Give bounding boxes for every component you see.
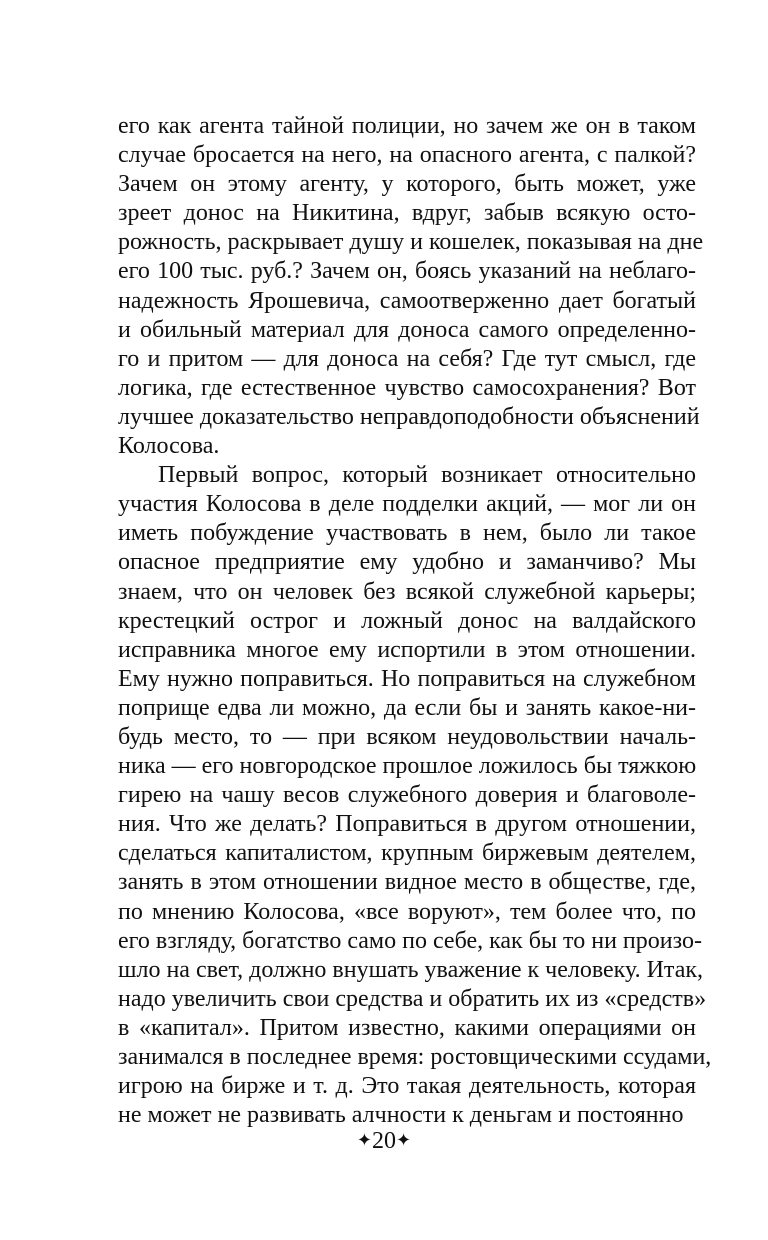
page-body xyxy=(118,112,712,1130)
text-line: занять в этом отношении видное место в обществе, где, xyxy=(118,869,696,896)
text-line: участия Колосова в деле подделки акций, — мог ли он xyxy=(118,491,696,518)
text-line: и обильный материал для доноса самого определенно- xyxy=(118,316,696,343)
text-line: зреет донос на Никитина, вдруг, забыв всякую осто- xyxy=(118,200,696,227)
text-line: его 100 тыс. руб.? Зачем он, боясь указаний на неблаго- xyxy=(118,258,696,285)
text-line: го и притом — для доноса на себя? Где тут смысл, где xyxy=(118,345,696,372)
text-line: рожность, раскрывает душу и кошелек, показывая на дне xyxy=(118,229,704,256)
ornament-right-icon: ✦ xyxy=(396,1130,412,1150)
text-line: гирею на чашу весов служебного доверия и благоволе- xyxy=(118,782,696,809)
text-line: ния. Что же делать? Поправиться в другом отношении, xyxy=(118,811,696,838)
text-line: занимался в последнее время: ростовщическими ссудами, xyxy=(118,1044,712,1070)
text-line: Ему нужно поправиться. Но поправиться на служебном xyxy=(118,665,696,692)
text-line: игрою на бирже и т. д. Это такая деятельность, которая xyxy=(118,1073,696,1100)
text-line: иметь побуждение участвовать в нем, было ли такое xyxy=(118,520,696,547)
text-line: Первый вопрос, который возникает относительно xyxy=(158,462,696,489)
text-line: исправника многое ему испортили в этом отношении. xyxy=(118,636,696,663)
text-line: опасное предприятие ему удобно и заманчиво? Мы xyxy=(118,549,696,576)
text-block xyxy=(118,112,712,1130)
page-number: 20 xyxy=(372,1128,396,1154)
page-footer xyxy=(0,1126,768,1155)
text-line: Колосова. xyxy=(118,433,220,460)
text-line: будь место, то — при всяком неудовольствии началь- xyxy=(118,723,696,750)
text-line: поприще едва ли можно, да если бы и занять какое-ни- xyxy=(118,694,696,721)
text-line: Зачем он этому агенту, у которого, быть может, уже xyxy=(118,171,696,198)
paragraph xyxy=(118,112,704,461)
text-line: его взгляду, богатство само по себе, как бы то ни произо- xyxy=(118,927,702,954)
text-line: надежность Ярошевича, самоотверженно дает богатый xyxy=(118,287,696,314)
text-line: сделаться капиталистом, крупным биржевым деятелем, xyxy=(118,840,696,867)
text-line: по мнению Колосова, «все воруют», тем более что, по xyxy=(118,898,696,925)
text-line: лучшее доказательство неправдоподобности объяснений xyxy=(118,403,700,430)
text-line: надо увеличить свои средства и обратить их из «средств» xyxy=(118,985,707,1012)
text-line: знаем, что он человек без всякой служебной карьеры; xyxy=(118,578,696,605)
text-line: случае бросается на него, на опасного агента, с палкой? xyxy=(118,142,696,169)
ornament-left-icon: ✦ xyxy=(356,1130,372,1150)
text-line: логика, где естественное чувство самосохранения? Вот xyxy=(118,374,696,401)
text-line: крестецкий острог и ложный донос на валдайского xyxy=(118,607,696,634)
text-line: ника — его новгородское прошлое ложилось бы тяжкою xyxy=(118,753,697,780)
text-line: в «капитал». Притом известно, какими операциями он xyxy=(118,1014,696,1041)
text-line: не может не развивать алчности к деньгам и постоянно xyxy=(118,1102,684,1129)
text-line: его как агента тайной полиции, но зачем же он в таком xyxy=(118,113,696,139)
paragraph xyxy=(118,461,712,1130)
text-line: шло на свет, должно внушать уважение к человеку. Итак, xyxy=(118,956,704,983)
